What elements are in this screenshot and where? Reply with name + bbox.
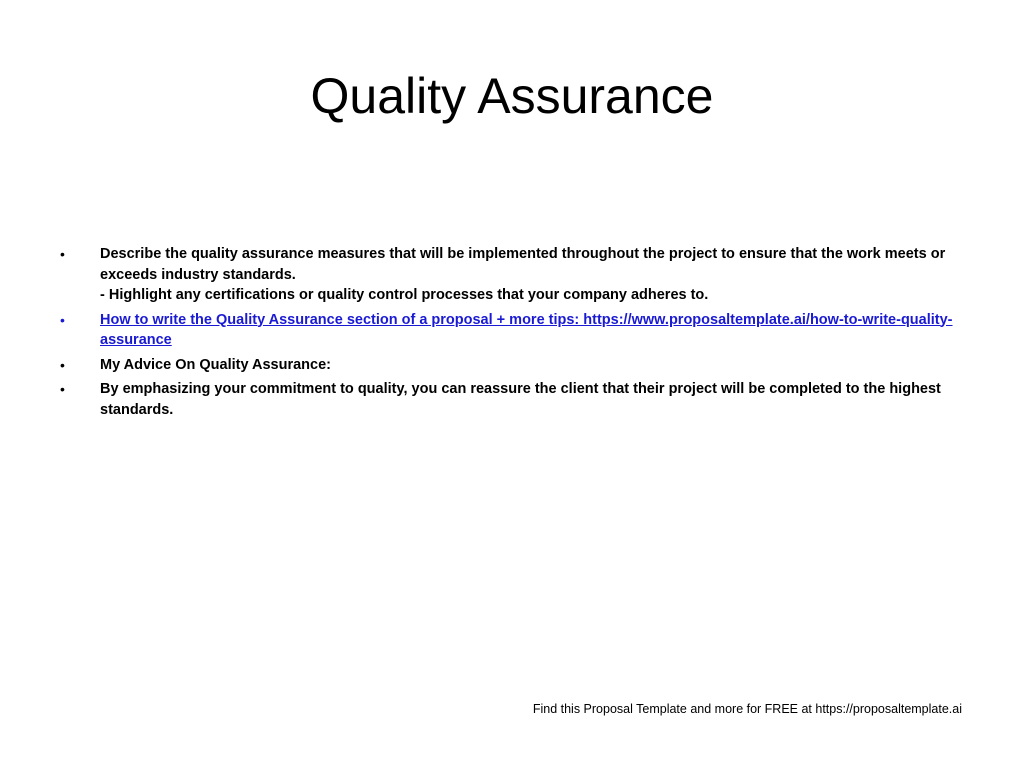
footer-text: Find this Proposal Template and more for FREE at https://proposaltemplate.ai [532, 702, 962, 716]
bullet-text-emphasize: By emphasizing your commitment to quality, you can reassure the client that their project will be completed to the highest standards. [100, 381, 941, 418]
slide-title: Quality Assurance [310, 68, 714, 124]
bullet-dot-icon: • [60, 356, 65, 373]
bullet-item-advice [56, 355, 968, 376]
bullet-text-advice: My Advice On Quality Assurance: [100, 356, 331, 373]
bullet-dot-icon: • [60, 381, 65, 397]
bullet-text-describe: Describe the quality assurance measures that will be implemented throughout the project to ensure that the work meets or exceeds industry standards. [100, 246, 946, 283]
quality-assurance-link[interactable]: How to write the Quality Assurance section of a proposal + more tips: https://www.proposaltemplate.ai/how-to-write-quality-assurance [100, 311, 953, 348]
bullet-text-highlight: - Highlight any certifications or quality control processes that your company adheres to. [100, 287, 709, 303]
bullet-dot-icon: • [60, 311, 65, 328]
bullet-item-emphasize [56, 379, 968, 420]
bullet-item-link [56, 310, 968, 351]
bullet-dot-icon: • [60, 246, 65, 262]
bullet-list [56, 244, 968, 424]
bullet-item-describe [56, 244, 968, 306]
